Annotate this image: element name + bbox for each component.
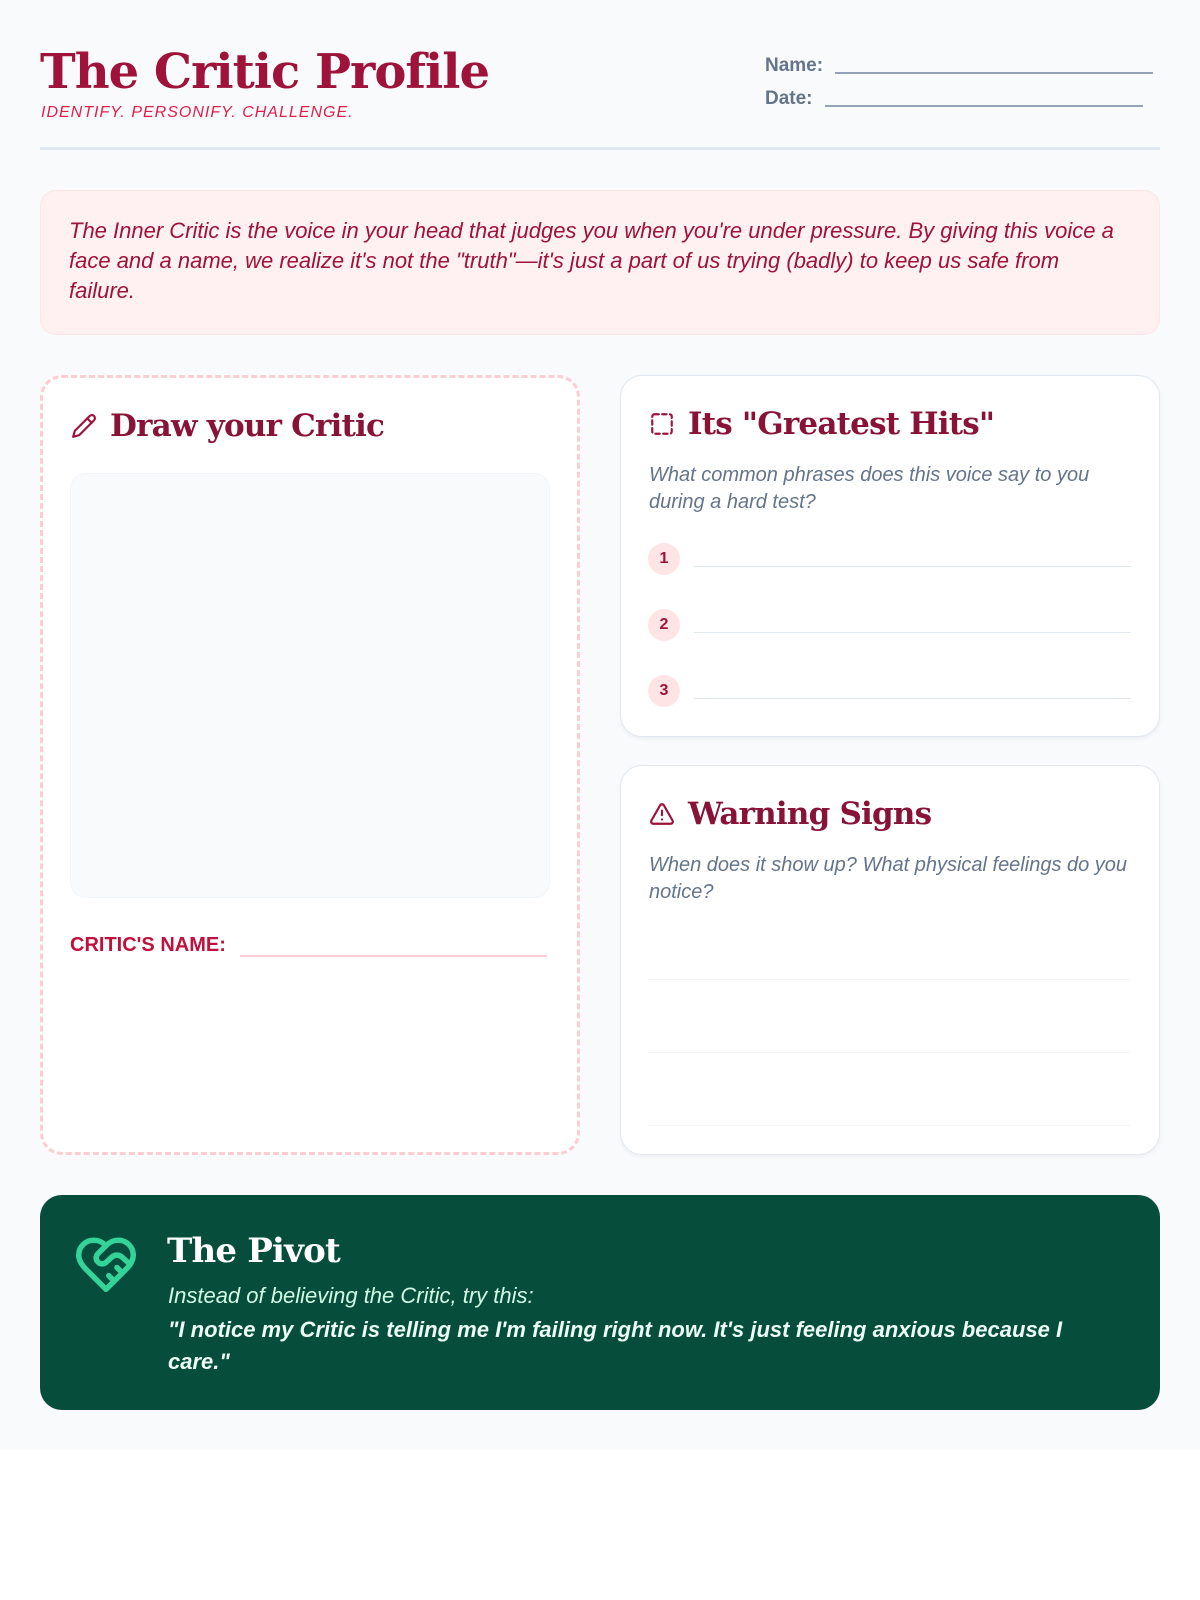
- warning-answer-line[interactable]: [648, 1052, 1130, 1053]
- critic-name-line[interactable]: [240, 955, 547, 957]
- hit-number-badge: 2: [648, 609, 680, 641]
- draw-critic-card: [40, 375, 580, 1155]
- pivot-title: The Pivot: [167, 1231, 340, 1271]
- warning-signs-prompt: When does it show up? What physical feelings do you notice?: [649, 854, 1128, 903]
- pivot-lead-text: Instead of believing the Critic, try this:: [168, 1283, 534, 1308]
- page-title: The Critic Profile: [40, 44, 489, 100]
- draw-critic-title: Draw your Critic: [110, 408, 385, 444]
- pencil-icon: [70, 412, 98, 440]
- warning-signs-heading: [648, 796, 931, 832]
- greatest-hits-heading: [648, 406, 994, 442]
- hit-answer-line[interactable]: [694, 663, 1131, 699]
- critic-name-label: CRITIC'S NAME:: [70, 934, 226, 956]
- drawing-area[interactable]: [70, 473, 550, 898]
- warning-signs-card: [620, 765, 1160, 1155]
- list-item[interactable]: [648, 597, 1131, 633]
- greatest-hits-prompt: What common phrases does this voice say to you during a hard test?: [649, 464, 1090, 513]
- list-item[interactable]: [648, 531, 1131, 567]
- draw-critic-heading: [70, 408, 384, 444]
- intro-box: [40, 190, 1160, 335]
- pivot-panel: [40, 1195, 1160, 1410]
- date-label: Date:: [765, 88, 813, 109]
- pivot-quote: "I notice my Critic is telling me I'm failing right now. It's just feeling anxious because I care.": [168, 1317, 1063, 1374]
- list-item[interactable]: [648, 663, 1131, 699]
- warning-answer-line[interactable]: [648, 1125, 1130, 1126]
- warning-triangle-icon: [648, 800, 676, 828]
- hit-answer-line[interactable]: [694, 597, 1131, 633]
- name-label: Name:: [765, 55, 824, 76]
- warning-signs-title: Warning Signs: [688, 796, 932, 832]
- intro-text: The Inner Critic is the voice in your head that judges you when you're under pressure. By giving this voice a face and a name, we realize it's not the "truth"—it's just a part of us trying (badly) to keep us safe from failure.: [69, 218, 1114, 303]
- dashed-square-icon: [648, 410, 676, 438]
- date-field[interactable]: [765, 88, 1143, 110]
- warning-answer-line[interactable]: [648, 979, 1130, 980]
- greatest-hits-title: Its "Greatest Hits": [688, 406, 995, 442]
- header-divider: [40, 147, 1160, 150]
- greatest-hits-card: [620, 375, 1160, 737]
- name-field[interactable]: [765, 55, 1153, 77]
- hit-number-badge: 3: [648, 675, 680, 707]
- hit-answer-line[interactable]: [694, 531, 1131, 567]
- heart-handshake-icon: [73, 1232, 139, 1292]
- date-line[interactable]: [825, 105, 1143, 107]
- name-line[interactable]: [835, 72, 1153, 74]
- page-subtitle: IDENTIFY. PERSONIFY. CHALLENGE.: [41, 104, 354, 121]
- critic-name-field[interactable]: [70, 934, 547, 957]
- hit-number-badge: 1: [648, 543, 680, 575]
